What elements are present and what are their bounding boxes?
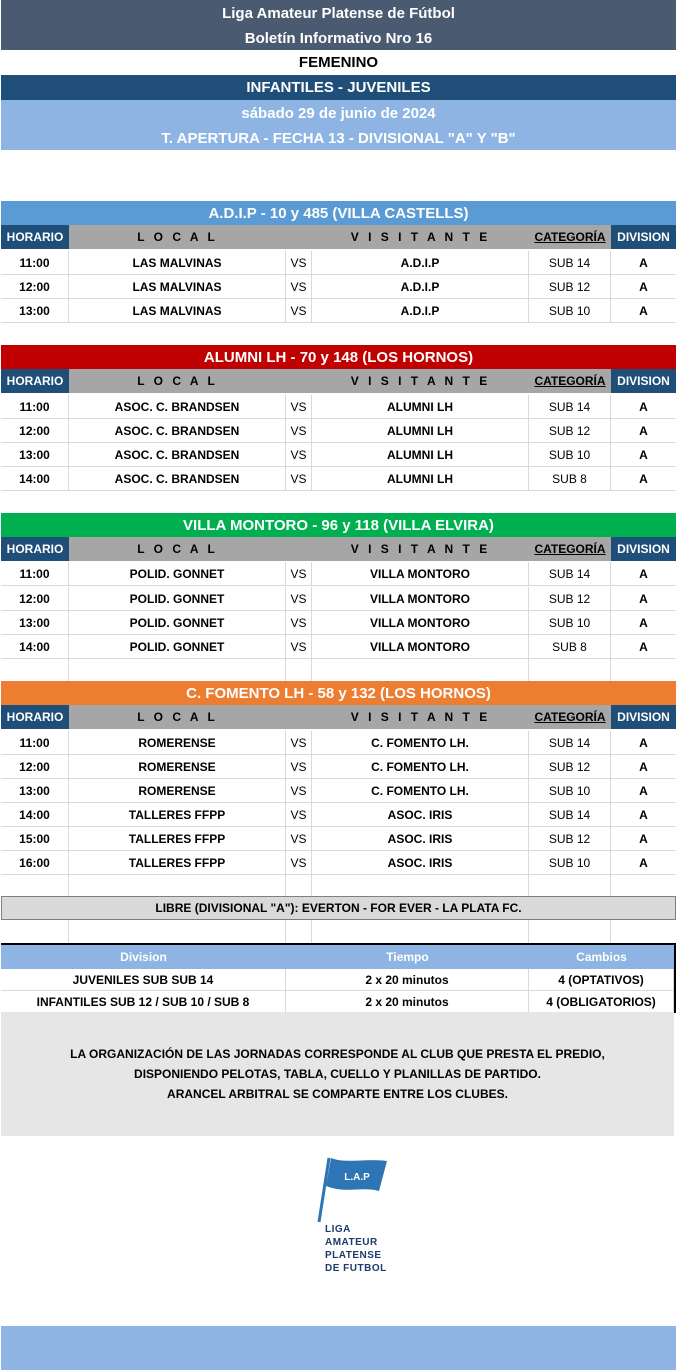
venue-title-fomento: C. FOMENTO LH - 58 y 132 (LOS HORNOS) [1, 681, 676, 705]
rules-row [1, 991, 674, 1013]
vs-label: VS [286, 611, 312, 635]
local-team: ASOC. C. BRANDSEN [69, 419, 286, 443]
match-time: 16:00 [1, 851, 69, 875]
league-title: Liga Amateur Platense de Fútbol [1, 0, 676, 26]
match-time: 11:00 [1, 395, 69, 419]
match-division: A [611, 731, 676, 755]
table-row [1, 755, 676, 779]
venue-title-montoro: VILLA MONTORO - 96 y 118 (VILLA ELVIRA) [1, 513, 676, 537]
match-date: sábado 29 de junio de 2024 [1, 100, 676, 126]
vs-label: VS [286, 299, 312, 323]
match-division: A [611, 443, 676, 467]
header-visitante: V I S I T A N T E [350, 542, 491, 556]
match-category: SUB 8 [529, 467, 611, 491]
league-logo [1, 1136, 676, 1326]
note-line: LA ORGANIZACIÓN DE LAS JORNADAS CORRESPONDE AL CLUB QUE PRESTA EL PREDIO, [70, 1047, 605, 1061]
header-horario: HORARIO [1, 369, 69, 393]
rules-changes: 4 (OBLIGATORIOS) [529, 991, 674, 1013]
vs-label: VS [286, 803, 312, 827]
table-header [1, 705, 676, 729]
local-team: LAS MALVINAS [69, 251, 286, 275]
match-division: A [611, 251, 676, 275]
visitor-team: VILLA MONTORO [312, 635, 529, 659]
match-time: 14:00 [1, 635, 69, 659]
local-team: POLID. GONNET [69, 587, 286, 611]
match-time: 13:00 [1, 299, 69, 323]
table-row [1, 635, 676, 659]
header-horario: HORARIO [1, 225, 69, 249]
vs-label: VS [286, 419, 312, 443]
header-division: DIVISION [611, 705, 676, 729]
rules-time: 2 x 20 minutos [286, 991, 529, 1013]
table-row [1, 443, 676, 467]
table-row [1, 779, 676, 803]
match-category: SUB 12 [529, 419, 611, 443]
header-division: DIVISION [611, 537, 676, 561]
visitor-team: ALUMNI LH [312, 395, 529, 419]
match-category: SUB 10 [529, 299, 611, 323]
vs-label: VS [286, 443, 312, 467]
header-horario: HORARIO [1, 705, 69, 729]
visitor-team: ASOC. IRIS [312, 851, 529, 875]
visitor-team: ALUMNI LH [312, 467, 529, 491]
visitor-team: VILLA MONTORO [312, 562, 529, 586]
local-team: POLID. GONNET [69, 611, 286, 635]
venue-title-adip: A.D.I.P - 10 y 485 (VILLA CASTELLS) [1, 201, 676, 225]
local-team: ASOC. C. BRANDSEN [69, 443, 286, 467]
match-time: 12:00 [1, 755, 69, 779]
local-team: TALLERES FFPP [69, 827, 286, 851]
visitor-team: ASOC. IRIS [312, 803, 529, 827]
vs-label: VS [286, 779, 312, 803]
vs-label: VS [286, 251, 312, 275]
header-vs-spacer [286, 537, 312, 561]
rules-header-division: Division [120, 950, 167, 964]
match-time: 13:00 [1, 779, 69, 803]
match-time: 12:00 [1, 587, 69, 611]
visitor-team: C. FOMENTO LH. [312, 779, 529, 803]
match-category: SUB 12 [529, 755, 611, 779]
table-row [1, 562, 676, 586]
match-category: SUB 12 [529, 587, 611, 611]
rules-row [1, 969, 674, 991]
table-row [1, 827, 676, 851]
rules-header [1, 945, 674, 969]
header-categoria: CATEGORÍA [534, 542, 606, 556]
match-time: 12:00 [1, 419, 69, 443]
libre-notice: LIBRE (DIVISIONAL "A"): EVERTON - FOR EVER - LA PLATA FC. [1, 896, 676, 920]
tournament-title: T. APERTURA - FECHA 13 - DIVISIONAL "A" Y "B" [1, 126, 676, 150]
visitor-team: A.D.I.P [312, 275, 529, 299]
match-category: SUB 10 [529, 443, 611, 467]
header-local: L O C A L [137, 230, 218, 244]
match-category: SUB 10 [529, 851, 611, 875]
logo-line: DE FUTBOL [325, 1263, 387, 1274]
local-team: ROMERENSE [69, 755, 286, 779]
local-team: ASOC. C. BRANDSEN [69, 467, 286, 491]
rules-changes: 4 (OPTATIVOS) [529, 969, 674, 991]
note-line: ARANCEL ARBITRAL SE COMPARTE ENTRE LOS CLUBES. [167, 1087, 508, 1101]
match-category: SUB 10 [529, 779, 611, 803]
match-category: SUB 14 [529, 562, 611, 586]
header-categoria: CATEGORÍA [534, 710, 606, 724]
logo-flag-text: L.A.P [344, 1172, 370, 1183]
vs-label: VS [286, 562, 312, 586]
header-categoria: CATEGORÍA [534, 374, 606, 388]
rules-table [1, 943, 676, 1013]
match-category: SUB 14 [529, 731, 611, 755]
match-time: 15:00 [1, 827, 69, 851]
vs-label: VS [286, 275, 312, 299]
header-local: L O C A L [137, 542, 218, 556]
match-division: A [611, 779, 676, 803]
match-category: SUB 8 [529, 635, 611, 659]
logo-line: PLATENSE [325, 1250, 382, 1261]
logo-line: AMATEUR [325, 1237, 378, 1248]
rules-division: JUVENILES SUB SUB 14 [1, 969, 286, 991]
match-time: 14:00 [1, 467, 69, 491]
match-division: A [611, 827, 676, 851]
table-row [1, 611, 676, 635]
visitor-team: ASOC. IRIS [312, 827, 529, 851]
vs-label: VS [286, 587, 312, 611]
match-category: SUB 10 [529, 611, 611, 635]
table-header [1, 225, 676, 249]
match-division: A [611, 299, 676, 323]
header-division: DIVISION [611, 225, 676, 249]
visitor-team: VILLA MONTORO [312, 587, 529, 611]
match-division: A [611, 803, 676, 827]
local-team: LAS MALVINAS [69, 299, 286, 323]
visitor-team: A.D.I.P [312, 251, 529, 275]
local-team: ROMERENSE [69, 731, 286, 755]
match-time: 13:00 [1, 611, 69, 635]
local-team: ROMERENSE [69, 779, 286, 803]
visitor-team: C. FOMENTO LH. [312, 755, 529, 779]
table-row [1, 731, 676, 755]
match-time: 13:00 [1, 443, 69, 467]
match-division: A [611, 419, 676, 443]
empty-row [1, 920, 676, 943]
header-categoria: CATEGORÍA [534, 230, 606, 244]
match-time: 14:00 [1, 803, 69, 827]
table-header [1, 369, 676, 393]
rules-header-cambios: Cambios [576, 950, 627, 964]
logo-line: LIGA [325, 1224, 351, 1235]
rules-header-tiempo: Tiempo [386, 950, 429, 964]
header-horario: HORARIO [1, 537, 69, 561]
table-row [1, 851, 676, 875]
match-category: SUB 12 [529, 827, 611, 851]
table-row [1, 395, 676, 419]
table-row [1, 467, 676, 491]
local-team: TALLERES FFPP [69, 803, 286, 827]
local-team: LAS MALVINAS [69, 275, 286, 299]
match-time: 12:00 [1, 275, 69, 299]
bulletin-number: Boletín Informativo Nro 16 [1, 26, 676, 50]
table-row [1, 275, 676, 299]
vs-label: VS [286, 755, 312, 779]
table-row [1, 587, 676, 611]
visitor-team: ALUMNI LH [312, 419, 529, 443]
header-visitante: V I S I T A N T E [350, 710, 491, 724]
table-row [1, 803, 676, 827]
branch-title: FEMENINO [1, 50, 676, 75]
table-row [1, 299, 676, 323]
header-vs-spacer [286, 705, 312, 729]
local-team: TALLERES FFPP [69, 851, 286, 875]
header-local: L O C A L [137, 374, 218, 388]
header-local: L O C A L [137, 710, 218, 724]
vs-label: VS [286, 851, 312, 875]
table-row [1, 251, 676, 275]
visitor-team: C. FOMENTO LH. [312, 731, 529, 755]
match-category: SUB 12 [529, 275, 611, 299]
venue-title-alumni: ALUMNI LH - 70 y 148 (LOS HORNOS) [1, 345, 676, 369]
match-category: SUB 14 [529, 251, 611, 275]
match-division: A [611, 395, 676, 419]
vs-label: VS [286, 731, 312, 755]
header-vs-spacer [286, 225, 312, 249]
match-division: A [611, 587, 676, 611]
empty-row [1, 659, 676, 683]
vs-label: VS [286, 635, 312, 659]
match-division: A [611, 467, 676, 491]
visitor-team: VILLA MONTORO [312, 611, 529, 635]
vs-label: VS [286, 395, 312, 419]
match-division: A [611, 635, 676, 659]
visitor-team: ALUMNI LH [312, 443, 529, 467]
visitor-team: A.D.I.P [312, 299, 529, 323]
vs-label: VS [286, 827, 312, 851]
match-time: 11:00 [1, 562, 69, 586]
vs-label: VS [286, 467, 312, 491]
header-division: DIVISION [611, 369, 676, 393]
empty-row [1, 875, 676, 896]
local-team: POLID. GONNET [69, 562, 286, 586]
footer-band [1, 1326, 676, 1370]
match-division: A [611, 851, 676, 875]
match-time: 11:00 [1, 251, 69, 275]
table-row [1, 419, 676, 443]
rules-division: INFANTILES SUB 12 / SUB 10 / SUB 8 [1, 991, 286, 1013]
organization-notes [1, 1012, 674, 1136]
match-time: 11:00 [1, 731, 69, 755]
match-division: A [611, 275, 676, 299]
match-category: SUB 14 [529, 395, 611, 419]
match-division: A [611, 755, 676, 779]
match-category: SUB 14 [529, 803, 611, 827]
table-header [1, 537, 676, 561]
categories-title: INFANTILES - JUVENILES [1, 75, 676, 100]
note-line: DISPONIENDO PELOTAS, TABLA, CUELLO Y PLANILLAS DE PARTIDO. [134, 1067, 541, 1081]
header-visitante: V I S I T A N T E [350, 374, 491, 388]
header-vs-spacer [286, 369, 312, 393]
header-visitante: V I S I T A N T E [350, 230, 491, 244]
match-division: A [611, 611, 676, 635]
match-division: A [611, 562, 676, 586]
rules-time: 2 x 20 minutos [286, 969, 529, 991]
local-team: POLID. GONNET [69, 635, 286, 659]
local-team: ASOC. C. BRANDSEN [69, 395, 286, 419]
